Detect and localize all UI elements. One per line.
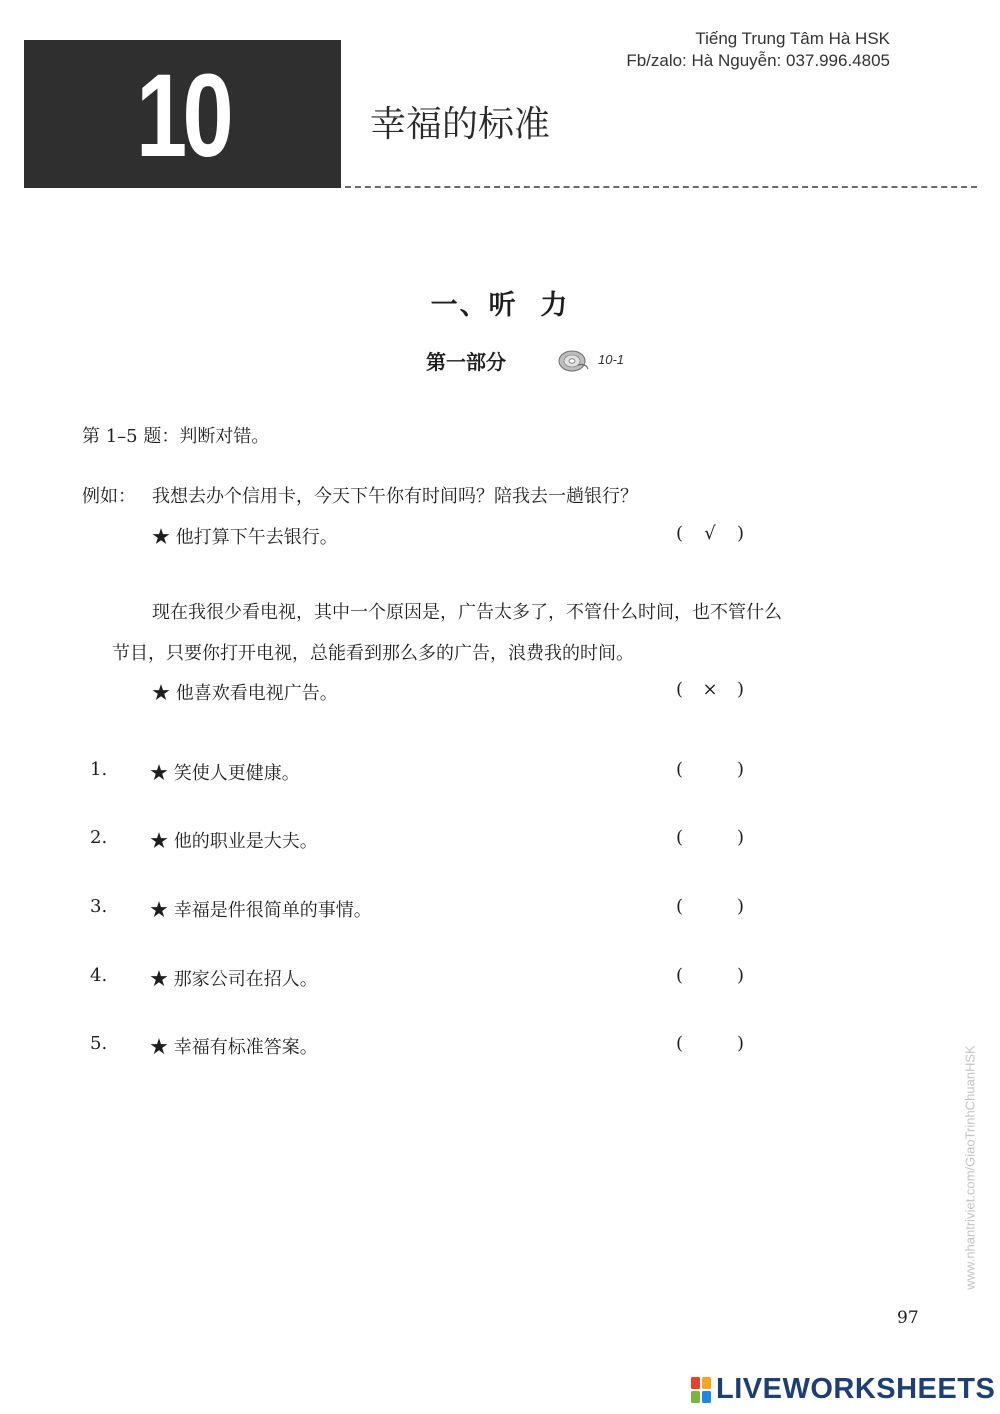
paren-open: ( bbox=[676, 759, 684, 780]
liveworksheets-text: LIVEWORKSHEETS bbox=[716, 1373, 996, 1405]
question-2-text: ★ 他的职业是大夫。 bbox=[150, 831, 318, 852]
paren-close: ) bbox=[736, 896, 744, 917]
question-1-number: 1. bbox=[90, 759, 108, 780]
example-1-text: 我想去办个信用卡，今天下午你有时间吗？陪我去一趟银行？ bbox=[152, 486, 638, 507]
example-1-answer: √ bbox=[704, 523, 716, 544]
question-5-answer-box[interactable] bbox=[676, 1033, 744, 1054]
question-4-text: ★ 那家公司在招人。 bbox=[150, 969, 318, 990]
example-label: 例如： bbox=[82, 486, 136, 507]
question-5-text: ★ 幸福有标准答案。 bbox=[150, 1037, 318, 1058]
watermark-line-2: Fb/zalo: Hà Nguyễn: 037.996.4805 bbox=[626, 51, 890, 70]
question-3-text: ★ 幸福是件很简单的事情。 bbox=[150, 900, 372, 921]
question-2-number: 2. bbox=[90, 827, 108, 848]
question-1-answer-box[interactable] bbox=[676, 759, 744, 780]
example-2-line-1: 现在我很少看电视，其中一个原因是，广告太多了，不管什么时间，也不管什么 bbox=[152, 602, 782, 623]
header-divider bbox=[345, 186, 977, 188]
section-title: 一、听 力 bbox=[430, 290, 570, 321]
example-1-statement: ★ 他打算下午去银行。 bbox=[152, 527, 338, 548]
example-2-statement: ★ 他喜欢看电视广告。 bbox=[152, 683, 338, 704]
question-2-answer-box[interactable] bbox=[676, 827, 744, 848]
paren-open: ( bbox=[676, 965, 684, 986]
example-2-answer: × bbox=[702, 679, 718, 700]
example-2-answer-box bbox=[676, 679, 744, 700]
unit-number-block bbox=[24, 40, 341, 188]
liveworksheets-logo[interactable] bbox=[690, 1373, 995, 1406]
question-4-number: 4. bbox=[90, 965, 108, 986]
question-4-answer-box[interactable] bbox=[676, 965, 744, 986]
paren-close: ) bbox=[736, 827, 744, 848]
question-5-number: 5. bbox=[90, 1033, 108, 1054]
paren-close: ) bbox=[736, 1033, 744, 1054]
page-number: 97 bbox=[897, 1308, 919, 1328]
example-2-line-2: 节目，只要你打开电视，总能看到那么多的广告，浪费我的时间。 bbox=[112, 643, 634, 664]
example-1-answer-box bbox=[676, 523, 744, 544]
question-3-answer-box[interactable] bbox=[676, 896, 744, 917]
paren-open: ( bbox=[676, 827, 684, 848]
paren-open: ( bbox=[676, 679, 684, 700]
watermark-line-1: Tiếng Trung Tâm Hà HSK bbox=[695, 29, 890, 48]
side-watermark: www.nhantriviet.com/GiaoTrinhChuanHSK bbox=[962, 1045, 978, 1290]
paren-close: ) bbox=[736, 759, 744, 780]
paren-close: ) bbox=[736, 523, 744, 544]
lesson-title: 幸福的标准 bbox=[370, 104, 551, 145]
instructions: 第 1–5 题：判断对错。 bbox=[82, 426, 270, 447]
unit-number: 10 bbox=[135, 50, 230, 182]
question-1-text: ★ 笑使人更健康。 bbox=[150, 763, 300, 784]
part-title: 第一部分 bbox=[426, 350, 506, 374]
cd-icon bbox=[558, 347, 590, 373]
paren-close: ) bbox=[736, 965, 744, 986]
paren-open: ( bbox=[676, 896, 684, 917]
liveworksheets-icon bbox=[690, 1376, 712, 1404]
question-3-number: 3. bbox=[90, 896, 108, 917]
track-label: 10-1 bbox=[598, 352, 625, 367]
paren-close: ) bbox=[736, 679, 744, 700]
paren-open: ( bbox=[676, 1033, 684, 1054]
paren-open: ( bbox=[676, 523, 684, 544]
